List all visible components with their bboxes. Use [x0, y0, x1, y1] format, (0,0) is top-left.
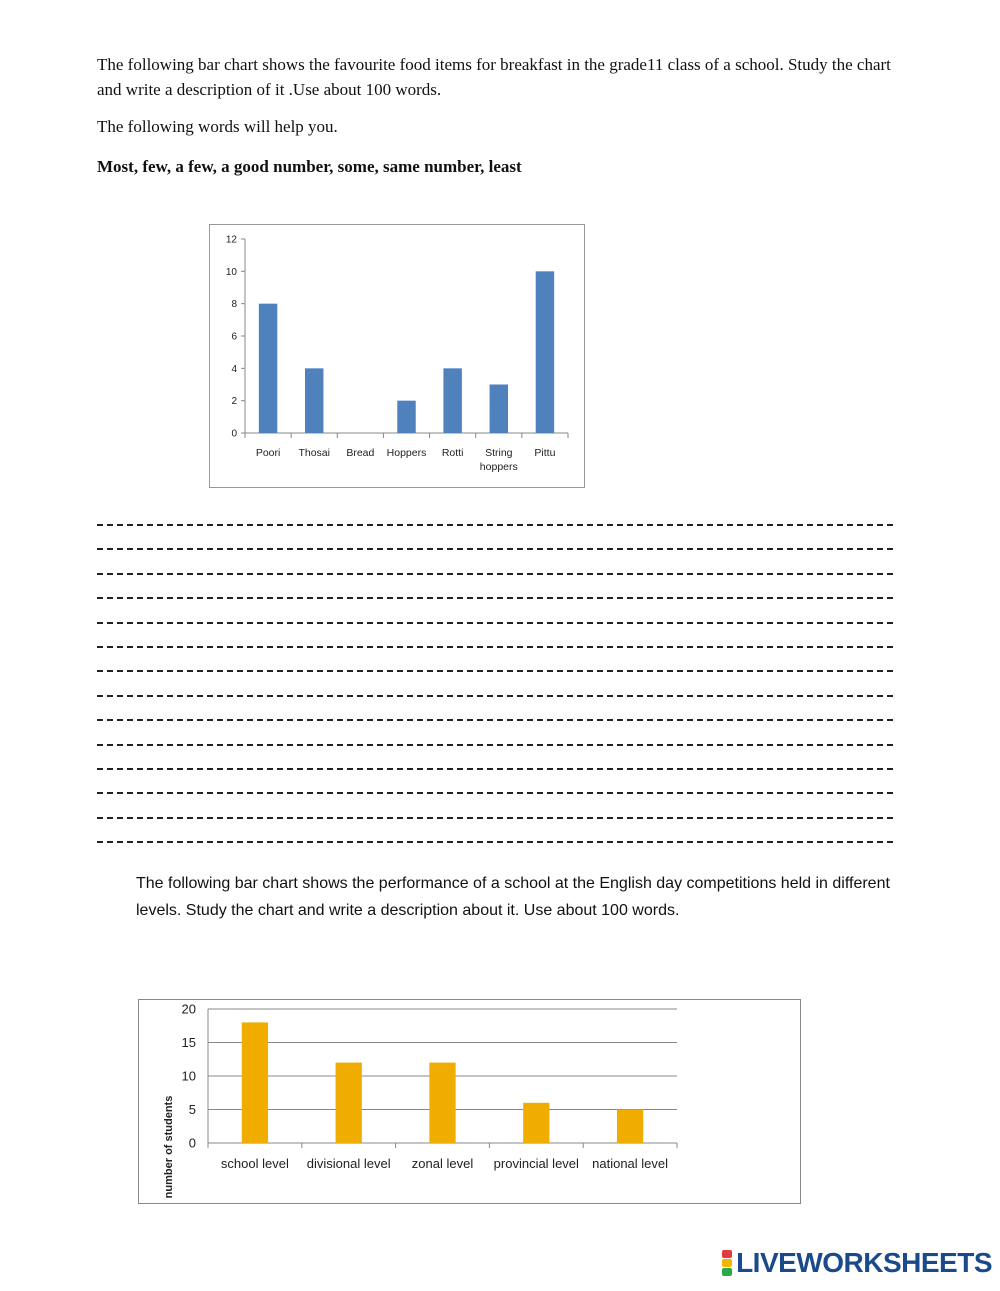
- bar: [536, 271, 554, 433]
- help-text: The following words will help you.: [97, 117, 338, 136]
- x-tick-label: String hoppers: [479, 447, 518, 474]
- x-tick-label: zonal level: [411, 1156, 474, 1171]
- y-tick-label: 6: [231, 331, 237, 343]
- writing-line[interactable]: [97, 670, 893, 672]
- brand-text: LIVEWORKSHEETS: [736, 1247, 992, 1278]
- writing-line[interactable]: [97, 622, 893, 624]
- y-tick-label: 12: [225, 234, 237, 246]
- bar: [397, 401, 415, 433]
- section1-instructions: The following bar chart shows the favourite food items for breakfast in the grade11 class of a school. Study the chart and write a description of it .Use about 100 words.: [97, 55, 891, 99]
- writing-area[interactable]: [97, 512, 893, 852]
- writing-line[interactable]: [97, 695, 893, 697]
- bar: [429, 1063, 455, 1143]
- brand-logo: [722, 1247, 992, 1279]
- x-tick-label: school level: [220, 1156, 289, 1171]
- x-tick-label: divisional level: [306, 1156, 391, 1171]
- writing-line[interactable]: [97, 792, 893, 794]
- x-tick-label: Rotti: [441, 447, 464, 459]
- writing-line[interactable]: [97, 841, 893, 843]
- x-tick-label: Bread: [346, 447, 375, 459]
- x-tick-label: national level: [592, 1156, 669, 1171]
- x-tick-label: Pittu: [534, 447, 556, 459]
- bar: [490, 385, 508, 434]
- bar: [443, 368, 461, 433]
- y-tick-label: 10: [181, 1068, 196, 1084]
- writing-line[interactable]: [97, 548, 893, 550]
- y-tick-label: 4: [231, 363, 237, 375]
- y-tick-label: 0: [188, 1135, 196, 1151]
- bar: [336, 1063, 362, 1143]
- y-tick-label: 5: [188, 1102, 196, 1118]
- competition-bar-chart: [138, 999, 801, 1204]
- writing-line[interactable]: [97, 719, 893, 721]
- bar: [617, 1110, 643, 1144]
- section2-instructions: The following bar chart shows the performance of a school at the English day competitions held in different levels. Study the chart and write a description about it. Use about 100 words.: [136, 875, 890, 919]
- chart-frame: [139, 1000, 801, 1204]
- x-tick-label: Poori: [255, 447, 281, 459]
- writing-line[interactable]: [97, 817, 893, 819]
- bar: [259, 304, 277, 433]
- y-tick-label: 0: [231, 428, 237, 440]
- y-tick-label: 2: [231, 396, 237, 408]
- brand-block-red: [722, 1250, 732, 1258]
- writing-line[interactable]: [97, 744, 893, 746]
- bar: [523, 1103, 549, 1143]
- x-tick-label: Hoppers: [386, 447, 427, 459]
- writing-line[interactable]: [97, 524, 893, 526]
- breakfast-bar-chart: [209, 224, 585, 488]
- y-tick-label: 8: [231, 299, 237, 311]
- writing-line[interactable]: [97, 768, 893, 770]
- y-axis-label: number of students: [163, 1095, 175, 1199]
- bar: [242, 1022, 268, 1143]
- y-tick-label: 20: [181, 1001, 196, 1017]
- writing-line[interactable]: [97, 646, 893, 648]
- y-tick-label: 15: [181, 1035, 196, 1051]
- x-tick-label: provincial level: [493, 1156, 579, 1171]
- x-tick-label: Thosai: [298, 447, 330, 459]
- brand-blocks-icon: [722, 1250, 732, 1276]
- writing-line[interactable]: [97, 573, 893, 575]
- bar: [305, 368, 323, 433]
- brand-block-green: [722, 1268, 732, 1276]
- writing-line[interactable]: [97, 597, 893, 599]
- y-tick-label: 10: [225, 266, 237, 278]
- helper-words: Most, few, a few, a good number, some, same number, least: [97, 157, 522, 176]
- brand-block-yellow: [722, 1259, 732, 1267]
